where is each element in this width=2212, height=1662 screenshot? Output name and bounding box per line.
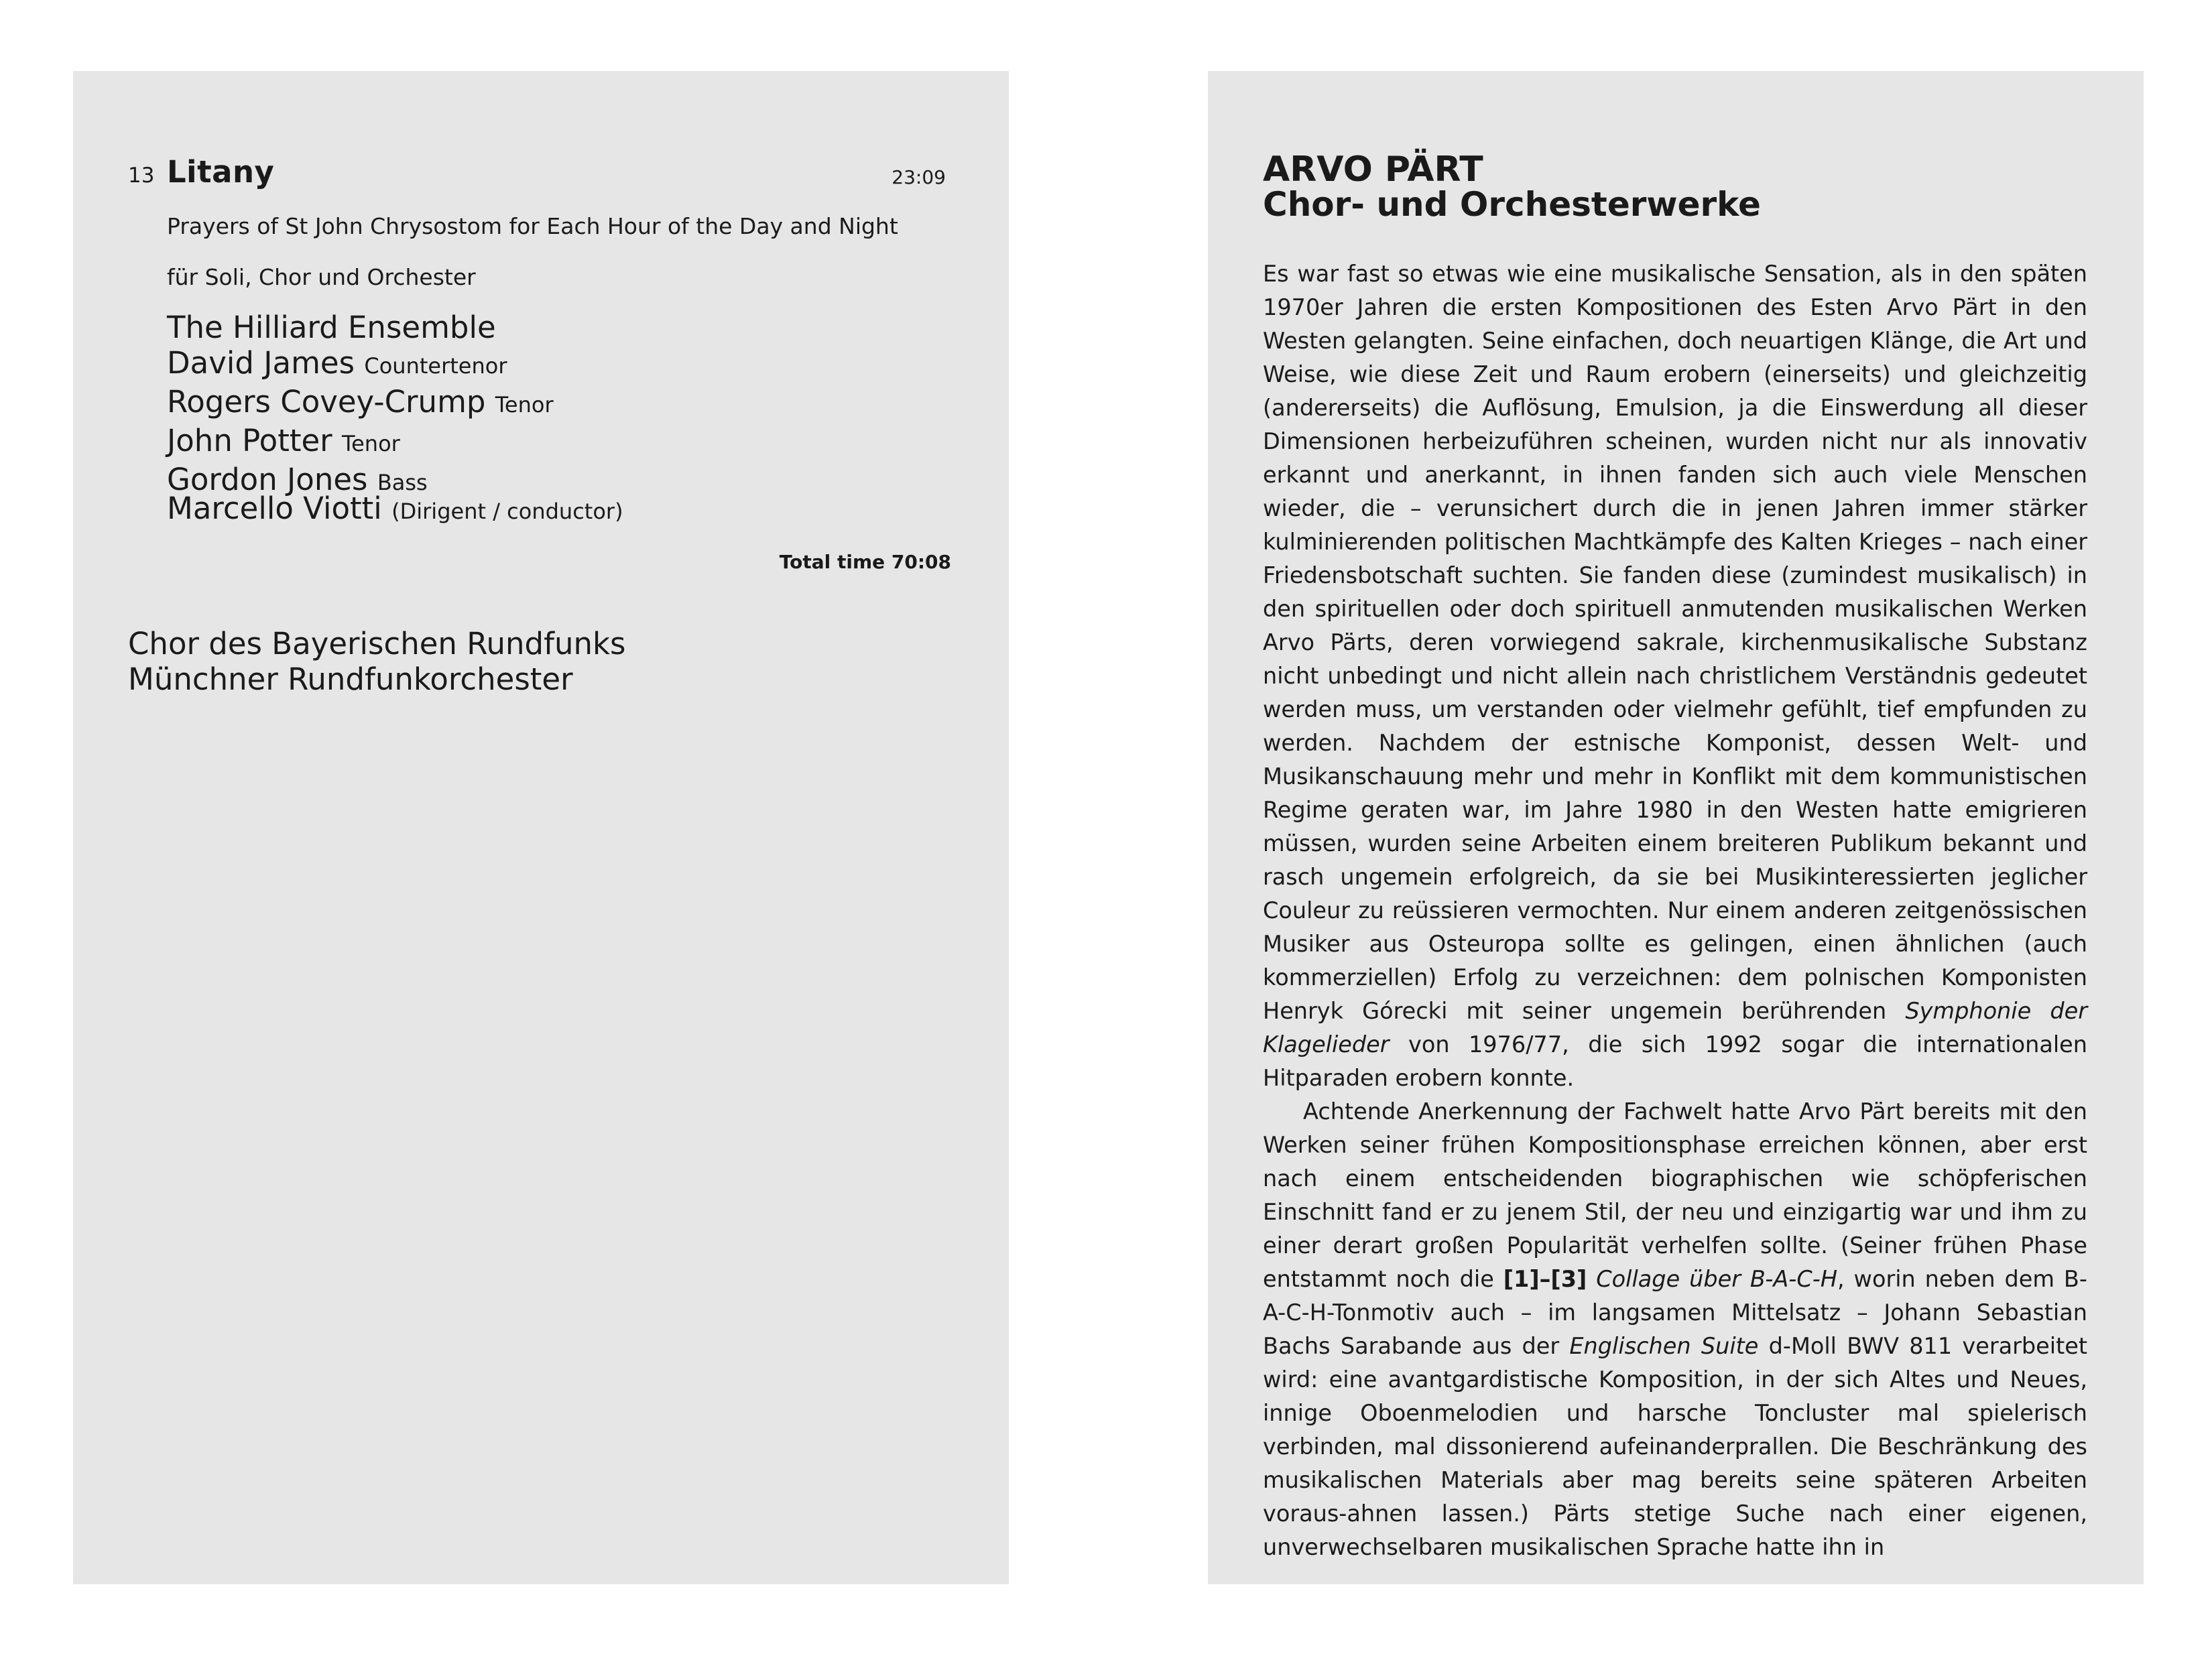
work-title-italic: Englischen Suite <box>1569 1333 1759 1359</box>
performer-role: Tenor <box>342 431 400 456</box>
performer-role: Bass <box>377 470 428 495</box>
orchestra-list <box>128 626 626 697</box>
performer-name: Gordon Jones <box>167 462 368 497</box>
ensemble-name: The Hilliard Ensemble <box>167 310 496 345</box>
orchestra-name: Münchner Rundfunkorchester <box>128 661 573 697</box>
performer-role: Tenor <box>495 392 554 418</box>
work-title-heading: Chor- und Orchesterwerke <box>1263 185 1761 224</box>
conductor-name: Marcello Viotti <box>167 491 382 526</box>
performer-row <box>167 345 554 384</box>
essay-text: d-Moll BWV 811 verarbeitet wird: eine avantgardistische Komposition, in der sich Altes und Neues, innige Oboenmelodien und harsche Toncluster mal spielerisch verbinden, mal dissonierend aufeinanderprallen. Die Beschränkung des musikalischen Materials aber mag bereits seine späteren Arbeiten voraus-ahnen lassen.) Pärts stetige Suche nach einer eigenen, unverwechselbaren musikalischen Sprache hatte ihn in <box>1263 1333 2087 1560</box>
essay-text: Achtende Anerkennung der Fachwelt hatte Arvo Pärt bereits mit den Werken seiner frühen Kompositionsphase erreichen können, aber erst nach einem entscheidenden biographischen wie schöpferischen Einschnitt fand er zu jenem Stil, der neu und einzigartig war und ihm zu einer derart großen Popularität verhelfen sollte. (Seiner frühen Phase entstammt noch die <box>1263 1098 2087 1292</box>
track-reference: [1]–[3] <box>1503 1266 1587 1292</box>
essay-text: Es war fast so etwas wie eine musikalische Sensation, als in den späten 1970er Jahren die ersten Kompositionen des Esten Arvo Pärt in den Westen gelangten. Seine einfachen, doch neuartigen Klänge, die Art und Weise, wie diese Zeit und Raum erobern (einerseits) und gleichzeitig (andererseits) die Auflösung, Emulsion, ja die Einswerdung all dieser Dimensionen herbeizuführen scheinen, wurden nicht nur als innovativ erkannt und anerkannt, in ihnen fanden sich auch viele Menschen wieder, die – verunsichert durch die in jenen Jahren immer stärker kulminierenden politischen Machtkämpfe des Kalten Krieges – nach einer Friedensbotschaft suchten. Sie fanden diese (zumindest musikalisch) in den spirituellen oder doch spirituell anmutenden musikalischen Werken Arvo Pärts, deren vorwiegend sakrale, kirchenmusikalische Substanz nicht unbedingt und nicht allein nach christlichem Verständnis gedeutet werden muss, um verstanden oder vielmehr gefühlt, tief empfunden zu werden. Nachdem der estnische Komponist, dessen Welt- und Musikanschauung mehr und mehr in Konflikt mit dem kommunistischen Regime geraten war, im Jahre 1980 in den Westen hatte emigrieren müssen, wurden seine Arbeiten einem breiteren Publikum bekannt und rasch ungemein erfolgreich, da sie bei Musikinteressierten jeglicher Couleur zu reüssieren vermochten. Nur einem anderen zeitgenössischen Musiker aus Osteuropa sollte es gelingen, einen ähnlichen (auch kommerziellen) Erfolg zu verzeichnen: dem polnischen Komponisten Henryk Górecki mit seiner ungemein berührenden <box>1263 261 2087 1024</box>
conductor-role: (Dirigent / conductor) <box>391 499 623 524</box>
essay-text: von 1976/77, die sich 1992 sogar die internationalen Hitparaden erobern konnte. <box>1263 1031 2087 1091</box>
track-duration: 23:09 <box>892 166 946 188</box>
track-title: Litany <box>167 154 275 190</box>
performer-name: David James <box>167 345 355 381</box>
choir-name: Chor des Bayerischen Rundfunks <box>128 626 626 661</box>
total-time: Total time 70:08 <box>779 551 951 573</box>
essay-text: , worin neben dem B-A-C-H-Tonmotiv auch – im langsamen Mittelsatz – Johann Sebastian Bachs Sarabande aus der <box>1263 1266 2087 1359</box>
track-subtitle: Prayers of St John Chrysostom for Each Hour of the Day and Night <box>167 213 898 239</box>
performer-name: Rogers Covey-Crump <box>167 384 486 420</box>
essay-paragraph <box>1263 1095 2087 1564</box>
left-page <box>73 71 1009 1584</box>
work-title-italic: Collage über B-A-C-H <box>1596 1266 1838 1292</box>
track-scoring: für Soli, Chor und Orchester <box>167 264 476 290</box>
composer-heading: ARVO PÄRT <box>1263 149 1483 190</box>
performer-row <box>167 384 554 423</box>
right-page <box>1208 71 2144 1584</box>
conductor-row <box>167 491 623 529</box>
essay-body <box>1263 257 2087 1564</box>
performer-row <box>167 423 554 462</box>
essay-paragraph <box>1263 257 2087 1095</box>
work-title-italic: Symphonie der Klagelieder <box>1263 998 2087 1058</box>
essay-text <box>1587 1266 1596 1292</box>
performer-list <box>167 310 554 501</box>
track-number: 13 <box>128 164 155 188</box>
performer-name: John Potter <box>167 423 332 458</box>
performer-role: Countertenor <box>364 353 507 379</box>
